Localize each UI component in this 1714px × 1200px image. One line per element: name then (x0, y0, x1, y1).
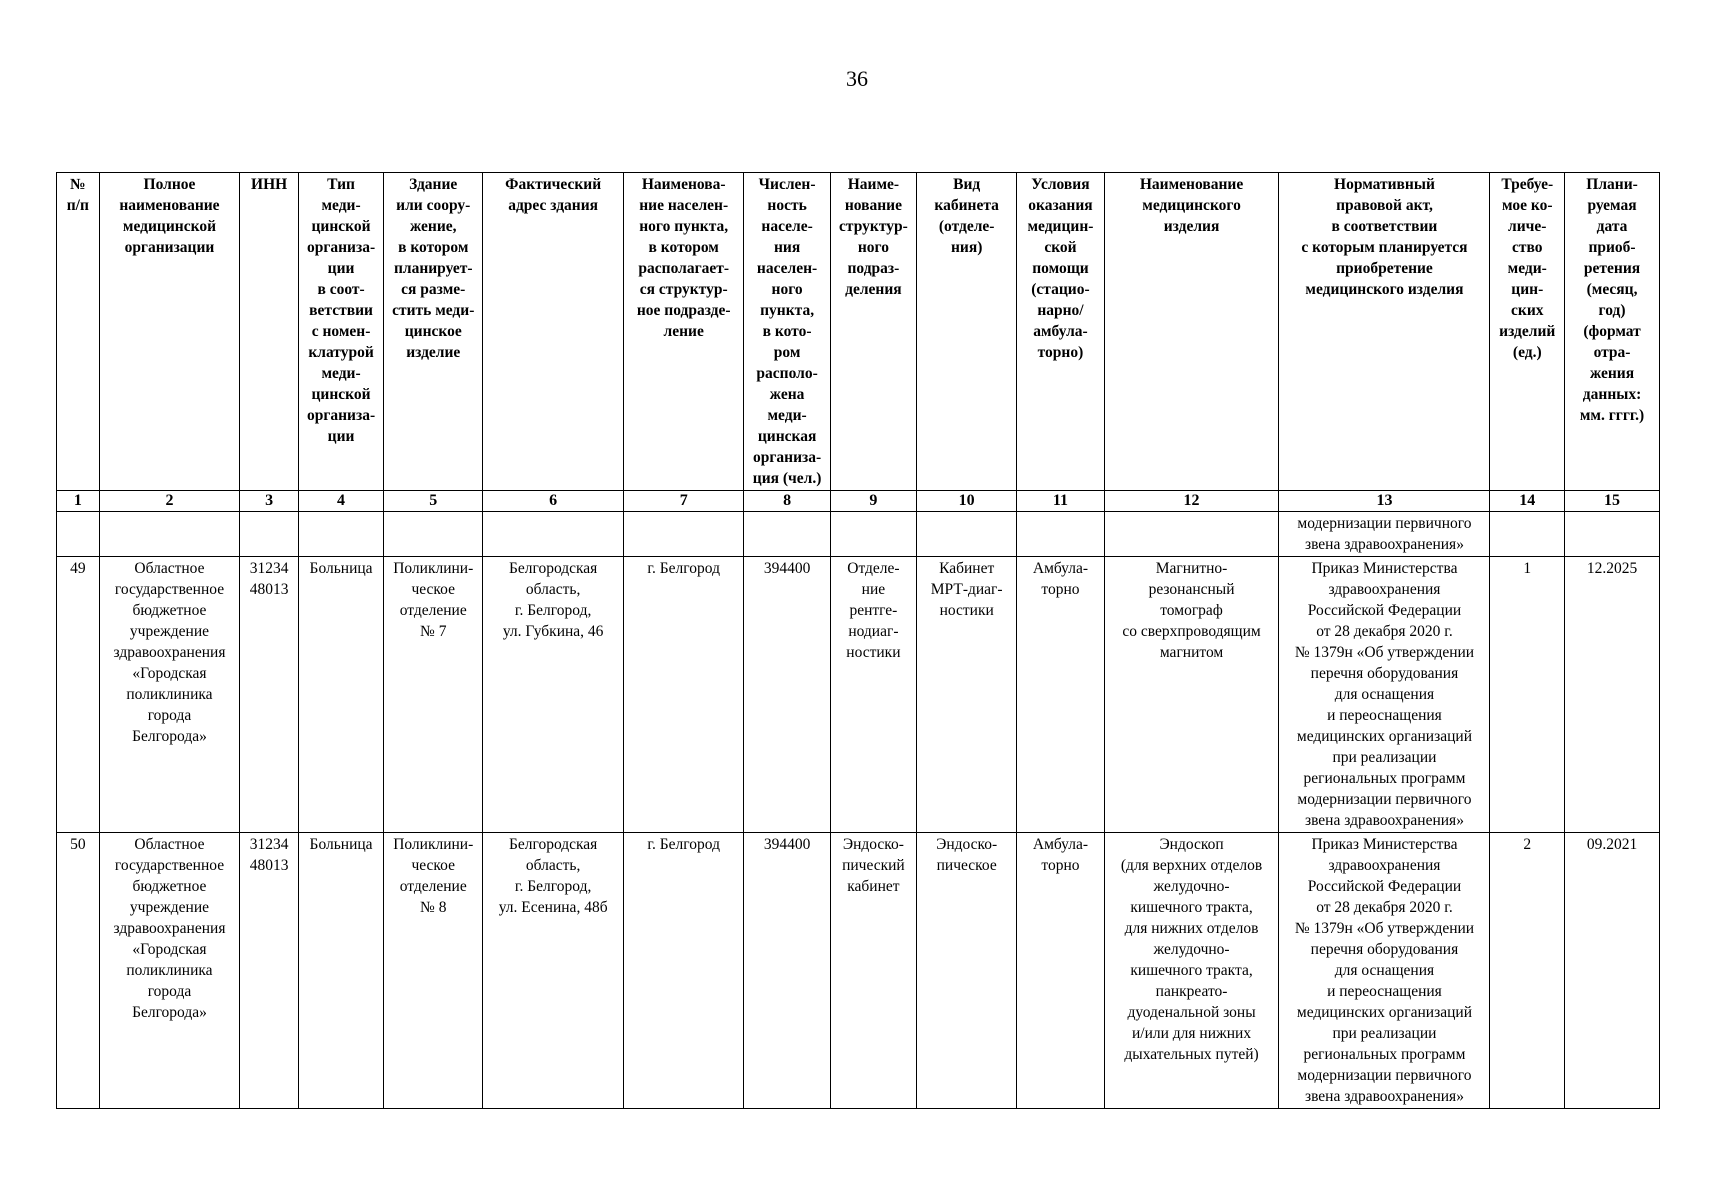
header-unit: Наиме- нование структур- ного подраз- деления (830, 173, 916, 491)
col-number: 11 (1017, 491, 1104, 512)
header-population: Числен- ность населе- ния населен- ного пункта, в кото- ром располо- жена меди- цинская организа- ция (чел.) (744, 173, 830, 491)
header-row (57, 173, 1660, 491)
purchase-date: 12.2025 (1565, 557, 1660, 833)
col-number: 15 (1565, 491, 1660, 512)
col-number: 9 (830, 491, 916, 512)
col-number: 12 (1104, 491, 1279, 512)
inn: 31234 48013 (240, 833, 299, 1109)
col-number: 7 (623, 491, 743, 512)
org-name: Областное государственное бюджетное учреждение здравоохранения «Городская поликлиника города Белгорода» (99, 833, 240, 1109)
header-act: Нормативный правовой акт, в соответствии с которым планируется приобретение медицинского изделия (1279, 173, 1490, 491)
address: Белгородская область, г. Белгород, ул. Есенина, 48б (483, 833, 624, 1109)
col-number: 4 (298, 491, 383, 512)
header-quantity: Требуе- мое ко- личе- ство меди- цин- ских изделий (ед.) (1490, 173, 1565, 491)
col-number: 14 (1490, 491, 1565, 512)
col-number: 10 (917, 491, 1017, 512)
equipment-table (56, 172, 1660, 1109)
col-number: 6 (483, 491, 624, 512)
inn: 31234 48013 (240, 557, 299, 833)
table-row (57, 833, 1660, 1109)
cabinet-type: Кабинет МРТ-диаг- ностики (917, 557, 1017, 833)
continuation-row (57, 512, 1660, 557)
locality: г. Белгород (623, 833, 743, 1109)
col-number: 5 (384, 491, 483, 512)
org-type: Больница (298, 557, 383, 833)
header-type: Тип меди- цинской организа- ции в соот- ветствии с номен- клатурой меди- цинской организа- ции (298, 173, 383, 491)
device-name: Эндоскоп (для верхних отделов желудочно- кишечного тракта, для нижних отделов желудочно- кишечного тракта, панкреато- дуоденальной зоны и/или для нижних дыхательных путей) (1104, 833, 1279, 1109)
page-number: 36 (846, 66, 868, 91)
cabinet-type: Эндоско- пическое (917, 833, 1017, 1109)
continuation-act-text: модернизации первичного звена здравоохранения» (1279, 512, 1490, 557)
legal-act: Приказ Министерства здравоохранения Российской Федерации от 28 декабря 2020 г. № 1379н «Об утверждении перечня оборудования для оснащения и переоснащения медицинских организаций при реализации региональных программ модернизации первичного звена здравоохранения» (1279, 833, 1490, 1109)
care-conditions: Амбула- торно (1017, 557, 1104, 833)
structural-unit: Эндоско- пический кабинет (830, 833, 916, 1109)
org-name: Областное государственное бюджетное учреждение здравоохранения «Городская поликлиника города Белгорода» (99, 557, 240, 833)
device-name: Магнитно- резонансный томограф со сверхпроводящим магнитом (1104, 557, 1279, 833)
col-number: 8 (744, 491, 830, 512)
structural-unit: Отделе- ние рентге- нодиаг- ностики (830, 557, 916, 833)
header-building: Здание или соору- жение, в котором планирует- ся разме- стить меди- цинское изделие (384, 173, 483, 491)
org-type: Больница (298, 833, 383, 1109)
address: Белгородская область, г. Белгород, ул. Губкина, 46 (483, 557, 624, 833)
header-address: Фактический адрес здания (483, 173, 624, 491)
col-number: 2 (99, 491, 240, 512)
column-number-row (57, 491, 1660, 512)
header-org: Полное наименование медицинской организации (99, 173, 240, 491)
header-locality: Наименова- ние населен- ного пункта, в котором располагает- ся структур- ное подразде- ление (623, 173, 743, 491)
quantity: 2 (1490, 833, 1565, 1109)
header-conditions: Условия оказания медицин- ской помощи (стацио- нарно/ амбула- торно) (1017, 173, 1104, 491)
locality: г. Белгород (623, 557, 743, 833)
building: Поликлини- ческое отделение № 8 (384, 833, 483, 1109)
header-inn: ИНН (240, 173, 299, 491)
population: 394400 (744, 833, 830, 1109)
row-num: 49 (57, 557, 100, 833)
table-row (57, 557, 1660, 833)
header-cabinet: Вид кабинета (отделе- ния) (917, 173, 1017, 491)
col-number: 3 (240, 491, 299, 512)
col-number: 1 (57, 491, 100, 512)
row-num: 50 (57, 833, 100, 1109)
header-date: Плани- руемая дата приоб- ретения (месяц, год) (формат отра- жения данных: мм. гггг.) (1565, 173, 1660, 491)
header-device: Наименование медицинского изделия (1104, 173, 1279, 491)
header-num: № п/п (57, 173, 100, 491)
legal-act: Приказ Министерства здравоохранения Российской Федерации от 28 декабря 2020 г. № 1379н «Об утверждении перечня оборудования для оснащения и переоснащения медицинских организаций при реализации региональных программ модернизации первичного звена здравоохранения» (1279, 557, 1490, 833)
col-number: 13 (1279, 491, 1490, 512)
care-conditions: Амбула- торно (1017, 833, 1104, 1109)
population: 394400 (744, 557, 830, 833)
quantity: 1 (1490, 557, 1565, 833)
building: Поликлини- ческое отделение № 7 (384, 557, 483, 833)
purchase-date: 09.2021 (1565, 833, 1660, 1109)
